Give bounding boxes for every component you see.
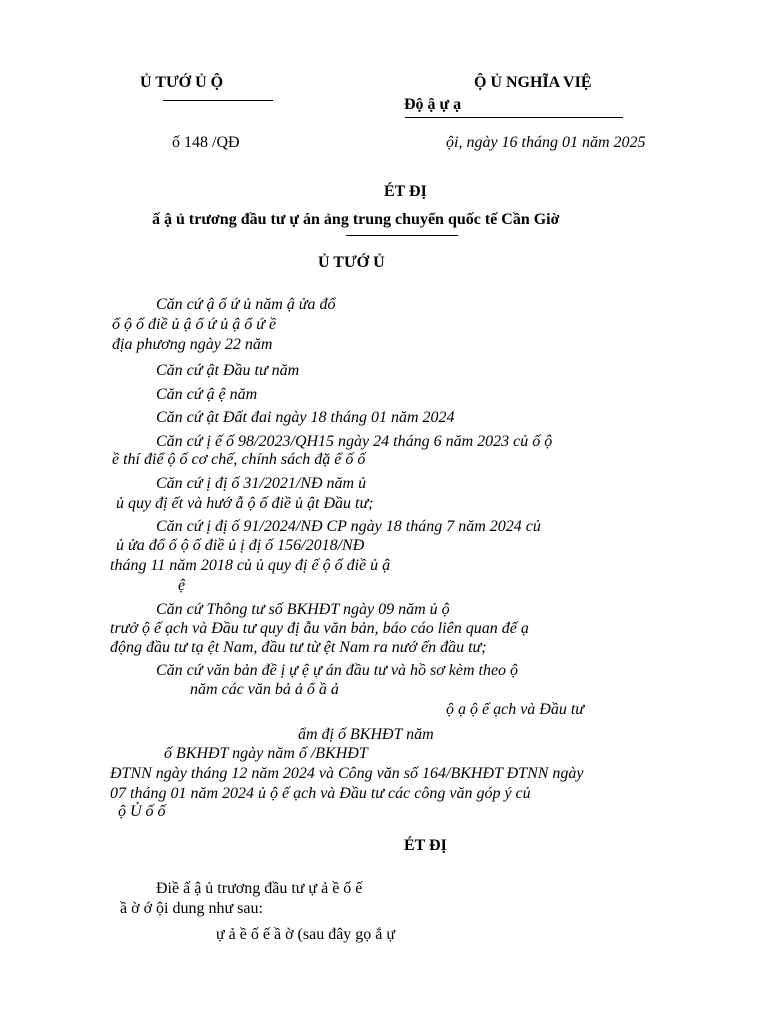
ground-line-6: Căn cứ ật Đất đai ngày 18 tháng 01 năm 2024 (156, 409, 455, 426)
ground-line-25: ộ Ủ ố ố (118, 803, 166, 820)
document-number: ố 148 /QĐ (172, 134, 240, 151)
ground-line-11: Căn cứ ị đị ố 91/2024/NĐ CP ngày 18 tháng 7 năm 2024 củ (156, 518, 541, 535)
ground-line-18: Căn cứ văn bản đề ị ự ệ ự án đầu tư và hồ sơ kèm theo ộ (156, 662, 519, 679)
authority-underline (163, 100, 273, 101)
ground-line-4: Căn cứ ật Đầu tư năm (156, 362, 300, 379)
ground-line-21: ẩm đị ố BKHĐT năm (298, 726, 434, 743)
ground-line-8: ề thí điể ộ ố cơ chế, chính sách đặ ể ố ố (112, 451, 366, 468)
ground-line-3: địa phương ngày 22 năm (112, 336, 273, 353)
national-motto: Độ ậ ự ạ (404, 96, 462, 113)
ground-line-2: ổ ộ ố điề ủ ậ ổ ứ ủ ậ ổ ứ ề (112, 316, 277, 333)
national-title: Ộ Ủ NGHĨA VIỆ (474, 74, 592, 91)
ground-line-7: Căn cứ ị ế ố 98/2023/QH15 ngày 24 tháng 6 năm 2023 củ ố ộ (156, 433, 553, 450)
subtitle-underline (346, 235, 458, 236)
decision-title: ÉT ĐỊ (384, 183, 427, 200)
ground-line-19: năm các văn bả ả ổ ầ ả (190, 681, 339, 698)
article-1-line-1: Điề ấ ậ ủ trương đầu tư ự ả ề ố ế (156, 880, 363, 897)
ground-line-22: ố BKHĐT ngày năm ố /BKHĐT (164, 745, 368, 762)
ground-line-17: động đầu tư tạ ệt Nam, đầu tư từ ệt Nam ra nướ ến đầu tư; (110, 639, 487, 656)
authority-heading: Ủ TƯỚ Ủ (318, 254, 385, 271)
ground-line-23: ĐTNN ngày tháng 12 năm 2024 và Công văn số 164/BKHĐT ĐTNN ngày (110, 765, 584, 782)
ground-line-13: tháng 11 năm 2018 củ ủ quy đị ế ộ ố điề ủ ậ (110, 557, 391, 574)
ground-line-9: Căn cứ ị đị ố 31/2021/NĐ năm ủ (156, 475, 367, 492)
ground-line-14: ệ (178, 577, 186, 594)
ground-line-12: ủ ửa đổ ổ ộ ố điề ủ ị đị ố 156/2018/NĐ (116, 537, 365, 554)
article-1-line-3: ự ả ề ố ế ầ ờ (sau đây gọ ắ ự (216, 926, 396, 943)
document-date: ội, ngày 16 tháng 01 năm 2025 (446, 134, 646, 151)
ground-line-20: ộ ạ ộ ế ạch và Đầu tư (446, 701, 585, 718)
article-1-line-2: ầ ờ ớ ội dung như sau: (120, 900, 263, 917)
motto-underline (405, 117, 623, 118)
ground-line-16: trưở ộ ế ạch và Đầu tư quy đị ẫu văn bản, báo cáo liên quan đế ạ (110, 620, 529, 637)
decision-heading: ÉT ĐỊ (404, 837, 447, 854)
ground-line-15: Căn cứ Thông tư số BKHĐT ngày 09 năm ủ ộ (156, 601, 450, 618)
decision-subtitle: ấ ậ ủ trương đầu tư ự án ảng trung chuyển quốc tế Cần Giờ (152, 211, 560, 228)
ground-line-5: Căn cứ ậ ệ năm (156, 386, 258, 403)
ground-line-10: ủ quy đị ết và hướ ẫ ộ ố điề ủ ật Đầu tư; (116, 495, 374, 512)
issuing-authority: Ủ TƯỚ Ủ Ộ (140, 74, 224, 91)
ground-line-1: Căn cứ ậ ổ ứ ủ năm ậ ửa đổ (156, 296, 336, 313)
ground-line-24: 07 tháng 01 năm 2024 ủ ộ ế ạch và Đầu tư các công văn góp ý củ (110, 785, 531, 802)
